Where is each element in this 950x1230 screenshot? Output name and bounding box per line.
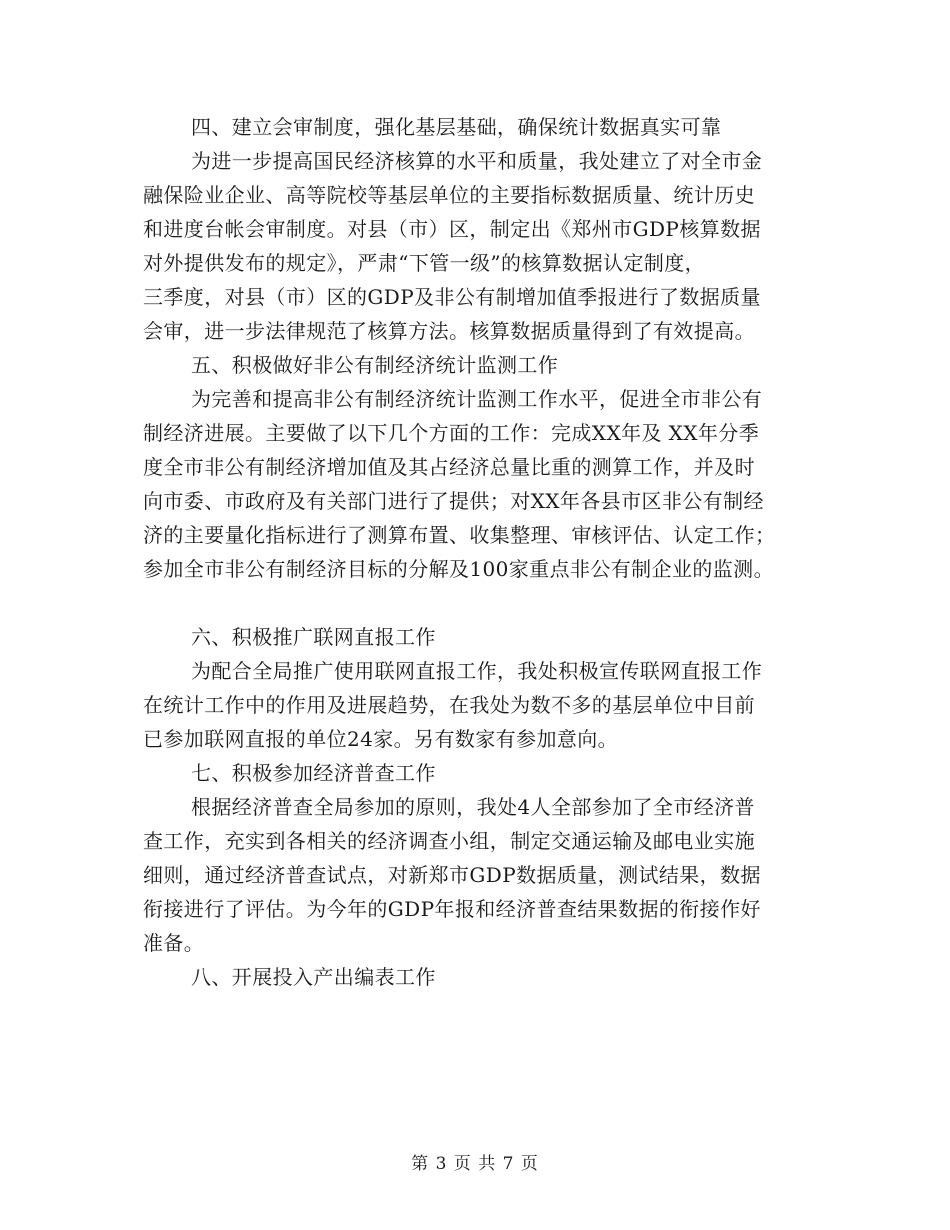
paragraph-line: 度全市非公有制经济增加值及其占经济总量比重的测算工作，并及时 [143,455,755,479]
paragraph-line: 根据经济普查全局参加的原则，我处4人全部参加了全市经济普 [191,795,755,819]
section-heading-4: 四、建立会审制度，强化基层基础，确保统计数据真实可靠 [191,115,722,139]
paragraph-line: 三季度，对县（市）区的GDP及非公有制增加值季报进行了数据质量 [143,285,761,309]
paragraph-line: 参加全市非公有制经济目标的分解及100家重点非公有制企业的监测。 [143,557,774,581]
document-body [143,110,808,994]
section-heading-5: 五、积极做好非公有制经济统计监测工作 [191,353,559,377]
paragraph-line: 向市委、市政府及有关部门进行了提供；对XX年各县市区非公有制经 [143,489,764,513]
section-heading-7: 七、积极参加经济普查工作 [191,761,436,785]
paragraph-line: 会审，进一步法律规范了核算方法。核算数据质量得到了有效提高。 [143,319,755,343]
blank-line [143,586,808,620]
paragraph-line: 衔接进行了评估。为今年的GDP年报和经济普查结果数据的衔接作好 [143,897,761,921]
paragraph-line: 和进度台帐会审制度。对县（市）区，制定出《郑州市GDP核算数据 [143,217,761,241]
paragraph-line: 制经济进展。主要做了以下几个方面的工作：完成XX年及 XX年分季 [143,421,760,445]
paragraph-line: 细则，通过经济普查试点，对新郑市GDP数据质量，测试结果，数据 [143,863,761,887]
paragraph-line: 准备。 [143,931,205,955]
paragraph-line: 查工作，充实到各相关的经济调查小组，制定交通运输及邮电业实施 [143,829,755,853]
paragraph-line: 为配合全局推广使用联网直报工作，我处积极宣传联网直报工作 [191,659,763,683]
paragraph-line: 融保险业企业、高等院校等基层单位的主要指标数据质量、统计历史 [143,183,755,207]
page-number-footer: 第 3 页 共 7 页 [411,1154,539,1174]
paragraph-line: 为完善和提高非公有制经济统计监测工作水平，促进全市非公有 [191,387,763,411]
section-heading-8: 八、开展投入产出编表工作 [191,965,436,989]
paragraph-line: 在统计工作中的作用及进展趋势，在我处为数不多的基层单位中目前 [143,693,755,717]
paragraph-line: 对外提供发布的规定》，严肃“下管一级”的核算数据认定制度， [143,251,706,275]
section-heading-6: 六、积极推广联网直报工作 [191,625,436,649]
paragraph-line: 济的主要量化指标进行了测算布置、收集整理、审核评估、认定工作； [143,523,776,547]
paragraph-line: 为进一步提高国民经济核算的水平和质量，我处建立了对全市金 [191,149,763,173]
paragraph-line: 已参加联网直报的单位24家。另有数家有参加意向。 [143,727,619,751]
